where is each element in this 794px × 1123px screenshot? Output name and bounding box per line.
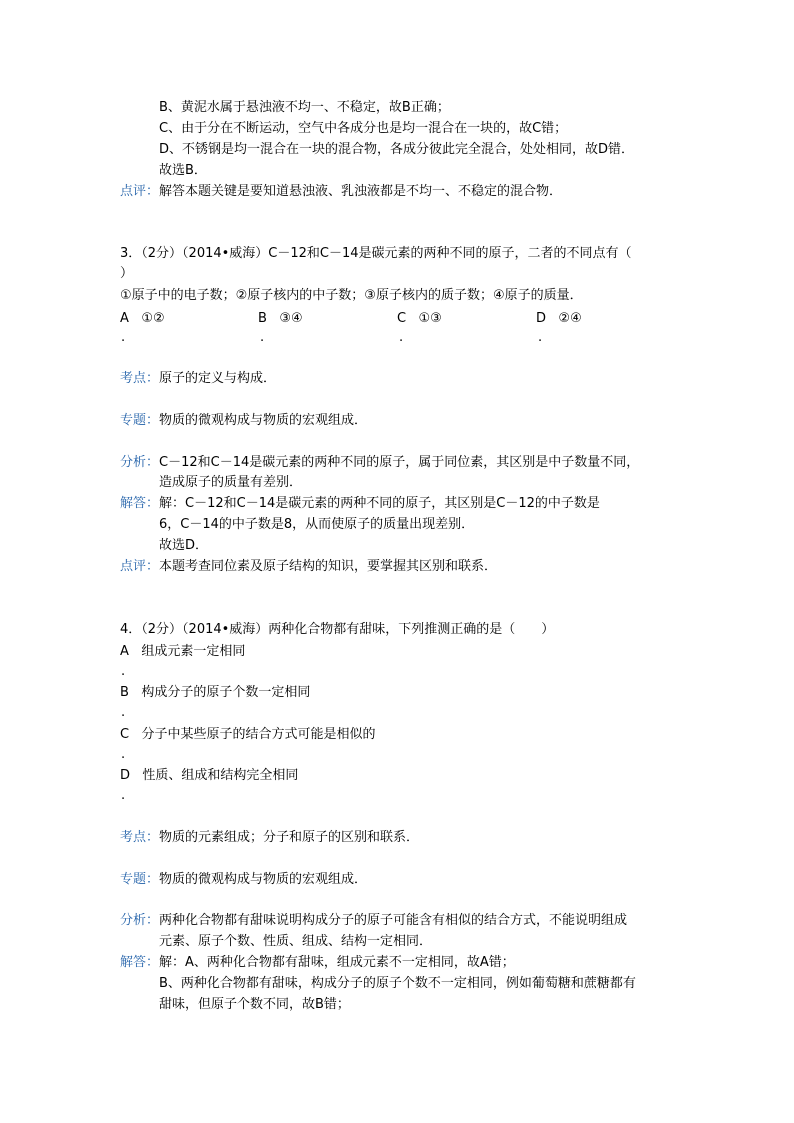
q4-jieda (120, 954, 515, 972)
option-text: 分子中某些原子的结合方式可能是相似的 (141, 727, 376, 742)
q3-option-d (536, 310, 582, 328)
comment-text: 本题考查同位素及原子结构的知识，要掌握其区别和联系． (159, 559, 498, 574)
fenxi-text: 两种化合物都有甜味说明构成分子的原子可能含有相似的结合方式，不能说明组成 (159, 913, 628, 928)
q3-jieda-cont: 6，C－14的中子数是8，从而使原子的质量出现差别． (159, 517, 475, 532)
option-text: ①③ (418, 311, 442, 326)
q3-zhuanti (120, 412, 367, 430)
q3-dot-c: . (399, 330, 404, 345)
kaodian-text: 原子的定义与构成． (159, 371, 277, 386)
option-letter: D (120, 768, 131, 783)
option-text: 性质、组成和结构完全相同 (142, 768, 299, 783)
q3-fenxi (120, 454, 639, 472)
q3-dot-b: . (260, 330, 265, 345)
option-text: ③④ (279, 311, 303, 326)
zhuanti-label: 专题： (120, 413, 160, 428)
option-letter: B (120, 685, 129, 700)
option-letter: D (536, 311, 547, 326)
fenxi-label: 分析： (120, 455, 160, 470)
q4-fenxi-cont: 元素、原子个数、性质、组成、结构一定相同． (159, 934, 433, 949)
option-letter: A (120, 644, 129, 659)
option-letter: C (397, 311, 407, 326)
q4-option-b (120, 684, 310, 702)
jieda-label: 解答： (120, 955, 160, 970)
fenxi-text: C－12和C－14是碳元素的两种不同的原子，属于同位素，其区别是中子数量不同， (159, 455, 640, 470)
q3-option-c (397, 310, 442, 328)
zhuanti-text: 物质的微观构成与物质的宏观组成． (159, 872, 368, 887)
q4-stem: 4．（2分）（2014•威海）两种化合物都有甜味，下列推测正确的是（ ） (120, 622, 555, 637)
q3-dot-d: . (538, 330, 543, 345)
q4-dot-d: . (121, 788, 126, 803)
q3-jieda-choice: 故选D． (159, 538, 209, 553)
answer-line-d: D、不锈钢是均一混合在一块的混合物，各成分彼此完全混合，处处相同，故D错． (159, 142, 635, 157)
q4-option-c (120, 726, 376, 744)
zhuanti-text: 物质的微观构成与物质的宏观组成． (159, 413, 368, 428)
q4-kaodian (120, 829, 419, 847)
comment-label: 点评： (120, 184, 160, 199)
q4-option-a (120, 643, 245, 661)
q3-pingping (120, 558, 497, 576)
answer-line-c: C、由于分在不断运动，空气中各成分也是均一混合在一块的，故C错； (159, 121, 568, 136)
q3-dot-a: . (121, 330, 126, 345)
zhuanti-label: 专题： (120, 872, 160, 887)
jieda-text: 解：C－12和C－14是碳元素的两种不同的原子，其区别是C－12的中子数是 (159, 496, 600, 511)
q4-option-d (120, 767, 298, 785)
kaodian-label: 考点： (120, 830, 160, 845)
kaodian-label: 考点： (120, 371, 160, 386)
q3-option-a (120, 310, 165, 328)
answer-choice: 故选B． (159, 163, 207, 178)
q4-dot-c: . (121, 747, 126, 762)
jieda-label: 解答： (120, 496, 160, 511)
jieda-text: 解：A、两种化合物都有甜味，组成元素不一定相同，故A错； (159, 955, 515, 970)
q4-dot-a: . (121, 664, 126, 679)
comment-row (120, 183, 562, 201)
option-letter: B (258, 311, 267, 326)
q3-fenxi-cont: 造成原子的质量有差别． (159, 475, 303, 490)
q3-items: ①原子中的电子数；②原子核内的中子数；③原子核内的质子数；④原子的质量． (120, 288, 583, 303)
comment-label: 点评： (120, 559, 160, 574)
answer-line-b: B、黄泥水属于悬浊液不均一、不稳定，故B正确； (159, 100, 450, 115)
option-letter: A (120, 311, 129, 326)
q4-dot-b: . (121, 705, 126, 720)
q3-kaodian (120, 370, 276, 388)
option-letter: C (120, 727, 130, 742)
q3-option-b (258, 310, 303, 328)
q3-stem: 3．（2分）（2014•威海）C－12和C－14是碳元素的两种不同的原子，二者的不同点有（ (120, 246, 632, 261)
fenxi-label: 分析： (120, 913, 160, 928)
q4-zhuanti (120, 871, 367, 889)
option-text: ②④ (558, 311, 582, 326)
q3-jieda (120, 495, 600, 513)
q4-jieda-cont-1: B、两种化合物都有甜味，构成分子的原子个数不一定相同，例如葡萄糖和蔗糖都有 (159, 976, 636, 991)
option-text: 组成元素一定相同 (141, 644, 246, 659)
comment-text: 解答本题关键是要知道悬浊液、乳浊液都是不均一、不稳定的混合物． (159, 184, 563, 199)
kaodian-text: 物质的元素组成；分子和原子的区别和联系． (159, 830, 420, 845)
q4-fenxi (120, 912, 627, 930)
option-text: 构成分子的原子个数一定相同 (141, 685, 311, 700)
q4-jieda-cont-2: 甜味，但原子个数不同，故B错； (159, 997, 350, 1012)
q3-stem-cont: ） (120, 266, 134, 281)
option-text: ①② (141, 311, 165, 326)
